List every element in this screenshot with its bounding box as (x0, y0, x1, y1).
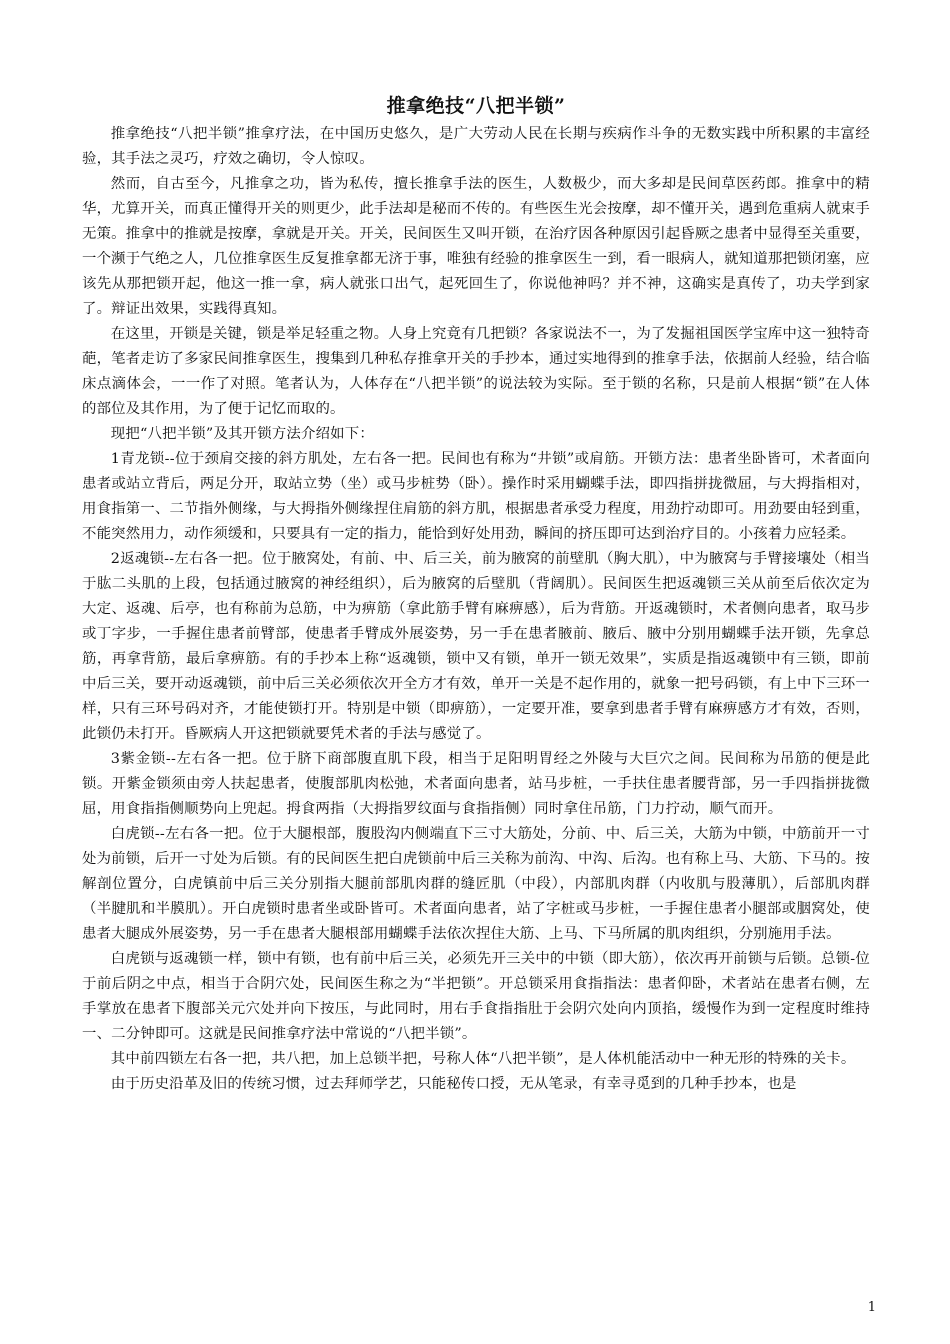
document-title: 推拿绝技“八把半锁” (386, 95, 566, 117)
paragraph-zijin-lock: 3紫金锁--左右各一把。位于脐下商部腹直肌下段，相当于足阳明胃经之外陵与大巨穴之间。民间称为吊筋的便是此锁。开紫金锁须由旁人扶起患者，使腹部肌肉松弛，术者面向患者，站马步桩，一手扶住患者腰背部，另一手四指拼拢微屈，用食指指侧顺势向上兜起。拇食两指（大拇指罗纹面与食指指侧）同时拿住吊筋，门力拧动，顺气而开。 (82, 751, 870, 817)
paragraph-qinglong-lock: 1青龙锁--位于颈肩交接的斜方肌处，左右各一把。民间也有称为“井锁”或肩筋。开锁方法：患者坐卧皆可，术者面向患者或站立背后，两足分开，取站立势（坐）或马步桩势（卧）。操作时采用蝴蝶手法，即四指拼拢微屈，与大拇指相对，用食指第一、二节指外侧缘，与大拇指外侧缘捏住肩筋的斜方肌，根据患者承受力程度，用劲拧动即可。用劲要由轻到重，不能突然用力，动作须缓和，只要具有一定的指力，能恰到好处用劲，瞬间的挤压即可达到治疗目的。小孩着力应轻柔。 (82, 451, 870, 542)
paragraph-total-lock: 白虎锁与返魂锁一样，锁中有锁，也有前中后三关，必须先开三关中的中锁（即大筋），依次再开前锁与后锁。总锁-位于前后阴之中点，相当于合阴穴处，民间医生称之为“半把锁”。开总锁采用食指指法：患者仰卧，术者站在患者右侧，左手掌放在患者下腹部关元穴处并向下按压，与此同时，用右手食指指肚于会阴穴处向内顶掐，缓慢作为到一定程度时维持一、二分钟即可。这就是民间推拿疗法中常说的“八把半锁”。 (82, 951, 870, 1042)
paragraph-fanhun-lock: 2返魂锁--左右各一把。位于腋窝处，有前、中、后三关，前为腋窝的前壁肌（胸大肌），中为腋窝与手臂接壤处（相当于肱二头肌的上段，包括通过腋窝的神经组织），后为腋窝的后壁肌（背阔肌）。民间医生把返魂锁三关从前至后依次定为大定、返魂、后亭，也有称前为总筋，中为痹筋（拿此筋手臂有麻痹感），后为背筋。开返魂锁时，术者侧向患者，取马步或丁字步，一手握住患者前臂部，使患者手臂成外展姿势，另一手在患者腋前、腋后、腋中分别用蝴蝶手法开锁，先拿总筋，再拿背筋，最后拿痹筋。有的手抄本上称“返魂锁，锁中又有锁，单开一锁无效果”，实质是指返魂锁中有三锁，即前中后三关，要开动返魂锁，前中后三关必须依次开全方才有效，单开一关是不起作用的，就象一把号码锁，有上中下三环一样，只有三环号码对齐，才能使锁打开。特别是中锁（即痹筋），一定要开准，要拿到患者手臂有麻痹感方才有效，否则，此锁仍未打开。昏厥病人开这把锁就要凭术者的手法与感觉了。 (82, 551, 870, 742)
paragraph-closing: 由于历史沿革及旧的传统习惯，过去拜师学艺，只能秘传口授，无从笔录，有幸寻觅到的几种手抄本，也是 (110, 1076, 797, 1092)
paragraph-intro: 推拿绝技“八把半锁”推拿疗法，在中国历史悠久，是广大劳动人民在长期与疾病作斗争的无数实践中所积累的丰富经验，其手法之灵巧，疗效之确切，令人惊叹。 (82, 126, 870, 167)
paragraph-summary: 其中前四锁左右各一把，共八把，加上总锁半把，号称人体“八把半锁”，是人体机能活动中一种无形的特殊的关卡。 (110, 1051, 856, 1067)
paragraph-baihu-lock: 白虎锁--左右各一把。位于大腿根部，腹股沟内侧端直下三寸大筋处，分前、中、后三关，大筋为中锁，中筋前开一寸处为前锁，后开一寸处为后锁。有的民间医生把白虎锁前中后三关称为前沟、中沟、后沟。也有称上马、大筋、下马的。按解剖位置分，白虎镇前中后三关分别指大腿前部肌肉群的缝匠肌（中段），内部肌肉群（内收肌与股薄肌），后部肌肉群（半腱肌和半膜肌）。开白虎锁时患者坐或卧皆可。术者面向患者，站了字桩或马步桩，一手握住患者小腿部或胭窝处，使患者大腿成外展姿势，另一手在患者大腿根部用蝴蝶手法依次捏住大筋、上马、下马所属的肌肉组织，分别施用手法。 (82, 826, 870, 942)
page-number: 1 (867, 1300, 876, 1315)
paragraph-history: 然而，自古至今，凡推拿之功，皆为私传，擅长推拿手法的医生，人数极少，而大多却是民间草医药郎。推拿中的精华，尤算开关，而真正懂得开关的则更少，此手法却是秘而不传的。有些医生光会按摩，却不懂开关，遇到危重病人就束手无策。推拿中的推就是按摩，拿就是开关。开关，民间医生又叫开锁，在治疗因各种原因引起昏厥之患者中显得至关重要，一个濒于气绝之人，几位推拿医生反复推拿都无济于事，唯独有经验的推拿医生一到，看一眼病人，就知道那把锁闭塞，应该先从那把锁开起，他这一推一拿，病人就张口出气，起死回生了，你说他神吗？并不神，这确实是真传了，功夫学到家了。辩证出效果，实践得真知。 (82, 176, 870, 317)
paragraph-key-locks: 在这里，开锁是关键，锁是举足轻重之物。人身上究竟有几把锁？各家说法不一，为了发掘祖国医学宝库中这一独特奇葩，笔者走访了多家民间推拿医生，搜集到几种私存推拿开关的手抄本，通过实地得到的推拿手法，依据前人经验，结合临床点滴体会，一一作了对照。笔者认为，人体存在“八把半锁”的说法较为实际。至于锁的名称，只是前人根据“锁”在人体的部位及其作用，为了便于记忆而取的。 (82, 326, 870, 417)
paragraph-introduction-list: 现把“八把半锁”及其开锁方法介绍如下： (110, 426, 374, 442)
document-body (82, 92, 870, 1097)
